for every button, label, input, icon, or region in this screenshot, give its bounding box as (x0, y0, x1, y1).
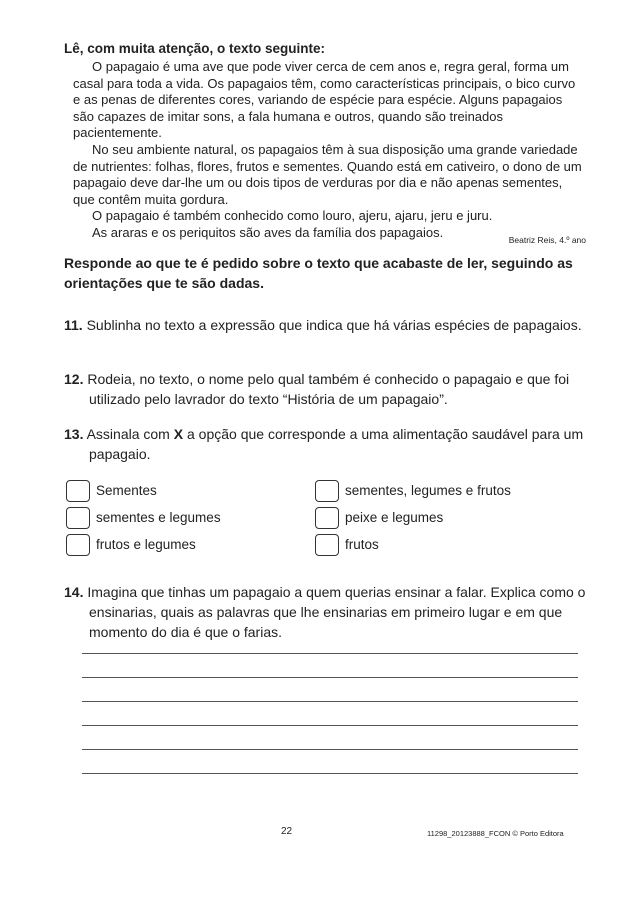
checkbox[interactable] (315, 507, 339, 529)
reading-paragraph: O papagaio é uma ave que pode viver cerca de cem anos e, regra geral, forma um casal para toda a vida. Os papagaios têm, como características principais, o bico curvo e as penas de diferentes cores, variando de espécie para espécie. Alguns papagaios são capazes de imitar sons, a fala humana e outros, quando são treinados pacientemente. (73, 59, 576, 141)
answer-line[interactable] (82, 653, 578, 654)
checkbox[interactable] (315, 480, 339, 502)
answer-line[interactable] (82, 773, 578, 774)
question-text: Assinala com (86, 426, 170, 442)
question-text: a opção que corresponde a uma alimentação saudável para um papagaio. (89, 426, 584, 462)
question-text: Rodeia, no texto, o nome pelo qual também é conhecido o papagaio e que foi utilizado pelo lavrador do texto “História de um papagaio”. (87, 371, 570, 407)
answer-line[interactable] (82, 725, 578, 726)
option-label: frutos (345, 537, 379, 552)
question-12 (64, 369, 586, 409)
checkbox[interactable] (66, 480, 90, 502)
question-number: 14. (64, 584, 84, 600)
reading-intro: Lê, com muita atenção, o texto seguinte: (64, 41, 326, 56)
option-label: frutos e legumes (96, 537, 196, 552)
reading-paragraph: No seu ambiente natural, os papagaios têm à sua disposição uma grande variedade de nutrientes: folhas, flores, frutos e sementes. Quando está em cativeiro, o dono de um papagaio deve dar-lhe um ou dois tipos de verduras por dia e não apenas sementes, que contêm muita gordura. (73, 141, 582, 207)
question-11 (64, 315, 586, 335)
answer-line[interactable] (82, 701, 578, 702)
option-label: peixe e legumes (345, 510, 444, 525)
question-text: Imagina que tinhas um papagaio a quem querias ensinar a falar. Explica como o ensinarias, quais as palavras que lhe ensinarias em primeiro lugar e em que momento do dia é que o farias. (87, 584, 586, 640)
reading-paragraph: O papagaio é também conhecido como louro, ajeru, ajaru, jeru e juru. (92, 208, 493, 224)
question-number: 11. (64, 317, 83, 333)
checkbox[interactable] (315, 534, 339, 556)
footer-code: 11298_20123888_FCON © Porto Editora (427, 829, 564, 838)
page-number: 22 (281, 826, 293, 837)
option-label: sementes, legumes e frutos (345, 483, 511, 498)
reading-paragraph: As araras e os periquitos são aves da família dos papagaios. (92, 224, 444, 240)
x-mark: X (173, 426, 184, 442)
checkbox[interactable] (66, 534, 90, 556)
question-text: Sublinha no texto a expressão que indica que há várias espécies de papagaios. (86, 317, 582, 333)
reading-text (73, 59, 585, 242)
option-label: Sementes (96, 483, 157, 498)
question-number: 13. (64, 426, 84, 442)
checkbox[interactable] (66, 507, 90, 529)
question-14 (64, 582, 586, 642)
question-number: 12. (64, 371, 84, 387)
instruction-text: Responde ao que te é pedido sobre o texto que acabaste de ler, seguindo as orientações que te são dadas. (64, 255, 573, 291)
question-13 (64, 424, 586, 464)
answer-line[interactable] (82, 677, 578, 678)
option-label: sementes e legumes (96, 510, 221, 525)
reading-credit: Beatriz Reis, 4.º ano (508, 235, 586, 245)
answer-line[interactable] (82, 749, 578, 750)
